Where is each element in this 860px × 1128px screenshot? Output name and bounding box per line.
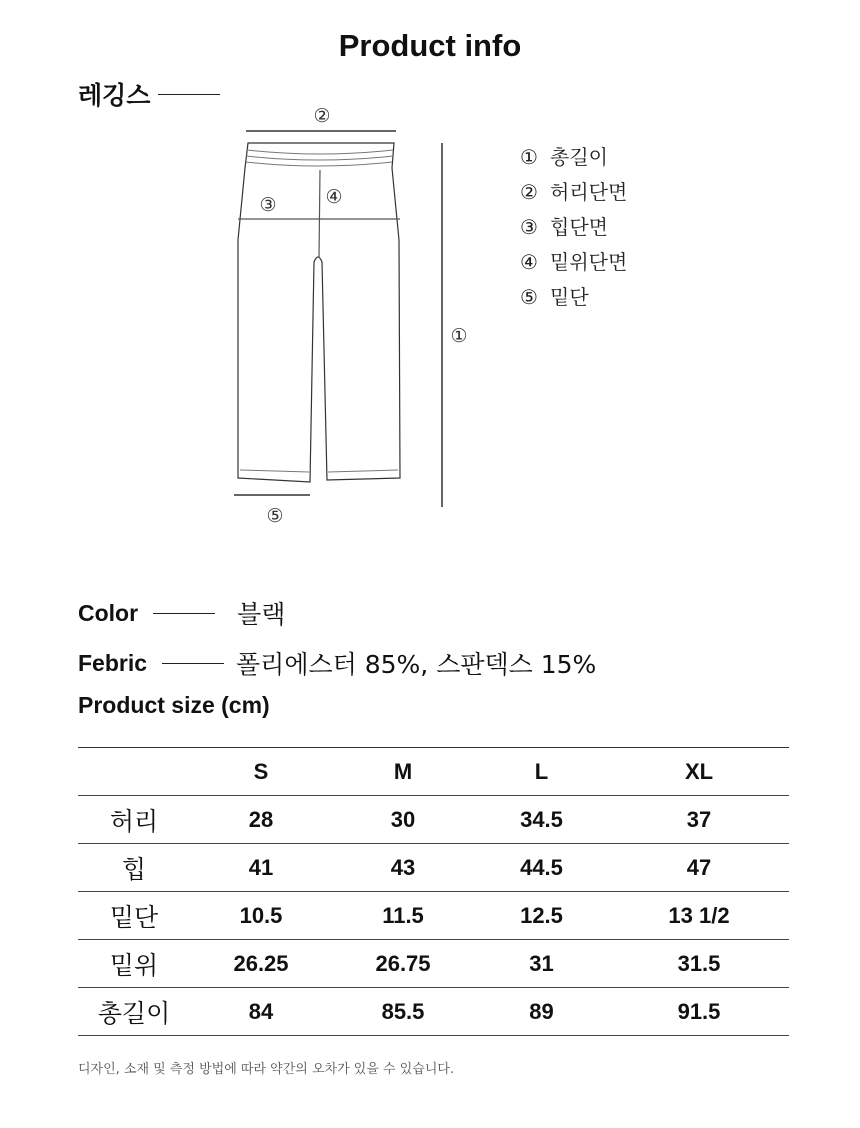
table-cell: 26.25 — [190, 940, 332, 988]
leggings-measurement-diagram — [0, 0, 860, 560]
fabric-value: 폴리에스터 85%, 스판덱스 15% — [236, 650, 597, 679]
table-cell: 26.75 — [332, 940, 474, 988]
legend-label: 허리단면 — [550, 180, 628, 204]
size-column-header: XL — [609, 748, 789, 796]
table-cell: 34.5 — [474, 796, 609, 844]
fabric-spec — [78, 645, 596, 681]
row-label: 밑위 — [78, 940, 190, 988]
table-cell: 11.5 — [332, 892, 474, 940]
table-cell: 41 — [190, 844, 332, 892]
table-cell: 28 — [190, 796, 332, 844]
table-cell: 12.5 — [474, 892, 609, 940]
table-cell: 43 — [332, 844, 474, 892]
table-cell: 37 — [609, 796, 789, 844]
table-cell: 47 — [609, 844, 789, 892]
color-label: Color — [78, 599, 139, 626]
label-waist-marker: ② — [313, 105, 331, 127]
table-cell: 91.5 — [609, 988, 789, 1036]
waistband-line — [246, 162, 392, 166]
label-length-marker: ① — [450, 325, 468, 347]
hem-stitch — [240, 470, 309, 472]
row-label: 총길이 — [78, 988, 190, 1036]
row-label: 힙 — [78, 844, 190, 892]
table-row — [78, 844, 789, 892]
legend-number: ③ — [520, 215, 538, 239]
table-cell: 13 1/2 — [609, 892, 789, 940]
table-cell: 85.5 — [332, 988, 474, 1036]
waistband-line — [246, 156, 393, 160]
label-rise-marker: ④ — [325, 186, 343, 208]
table-cell: 31 — [474, 940, 609, 988]
size-column-header: S — [190, 748, 332, 796]
size-column-header: L — [474, 748, 609, 796]
table-cell: 89 — [474, 988, 609, 1036]
legend-item — [520, 177, 627, 212]
page-title: Product info — [338, 28, 522, 63]
size-column-header: M — [332, 748, 474, 796]
legend-number: ② — [520, 180, 538, 204]
label-hem-marker: ⑤ — [266, 505, 284, 527]
waistband-line — [247, 150, 393, 154]
label-hip-marker: ③ — [259, 194, 277, 216]
color-spec — [78, 595, 285, 631]
table-row — [78, 988, 789, 1036]
table-row — [78, 796, 789, 844]
table-cell: 84 — [190, 988, 332, 1036]
legend-number: ① — [520, 145, 538, 169]
table-cell: 10.5 — [190, 892, 332, 940]
table-row — [78, 892, 789, 940]
size-column-header — [78, 748, 190, 796]
legend-item — [520, 282, 627, 317]
fabric-label: Febric — [78, 649, 148, 676]
table-row — [78, 940, 789, 988]
table-cell: 31.5 — [609, 940, 789, 988]
footnote: 디자인, 소재 및 측정 방법에 따라 약간의 오차가 있을 수 있습니다. — [78, 1062, 455, 1077]
legend-number: ④ — [520, 250, 538, 274]
legend-number: ⑤ — [520, 285, 538, 309]
garment-name: 레깅스 — [78, 81, 151, 110]
size-heading: Product size (cm) — [78, 692, 270, 718]
color-value: 블랙 — [237, 600, 286, 629]
size-table-header-row — [78, 748, 789, 796]
table-cell: 30 — [332, 796, 474, 844]
legend-label: 밑단 — [550, 285, 589, 309]
row-label: 밑단 — [78, 892, 190, 940]
hem-stitch — [328, 470, 398, 472]
legend-label: 총길이 — [550, 145, 608, 169]
color-rule — [153, 613, 215, 614]
legend-item — [520, 212, 627, 247]
fabric-rule — [162, 663, 224, 664]
legend-label: 힙단면 — [550, 215, 608, 239]
legend-item — [520, 142, 627, 177]
rise-seam — [319, 170, 320, 258]
measurement-legend — [520, 142, 627, 317]
legend-label: 밑위단면 — [550, 250, 628, 274]
size-table — [78, 747, 789, 1036]
table-cell: 44.5 — [474, 844, 609, 892]
legend-item — [520, 247, 627, 282]
row-label: 허리 — [78, 796, 190, 844]
